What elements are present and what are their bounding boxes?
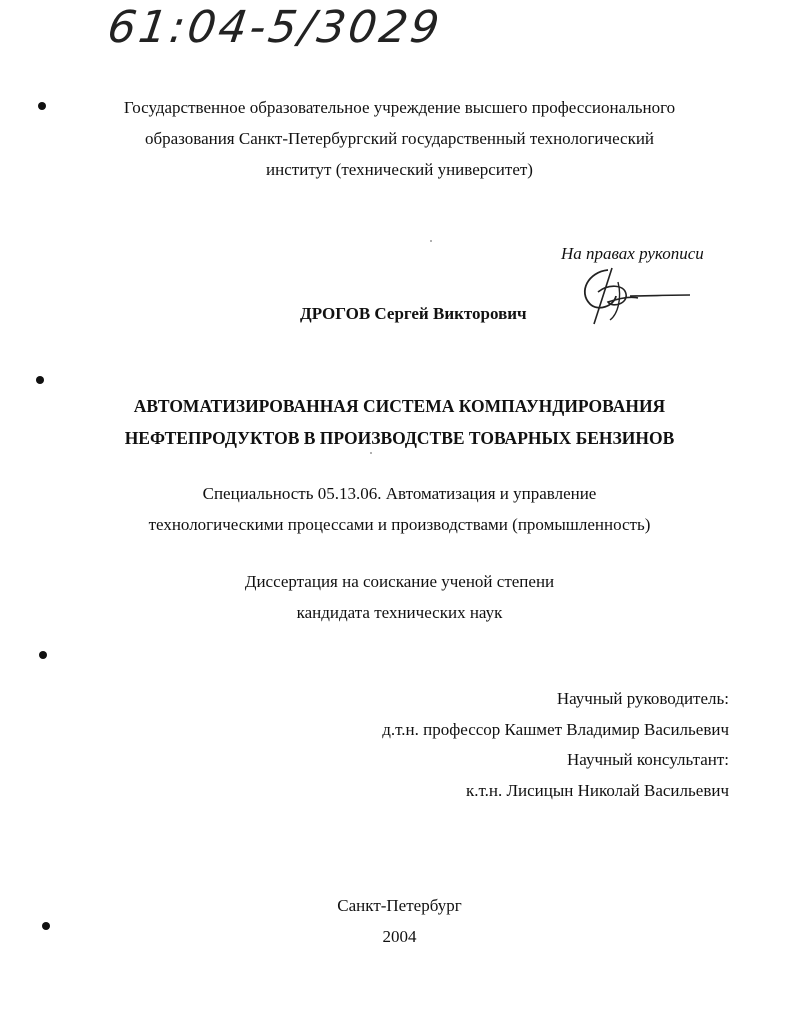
title-line: НЕФТЕПРОДУКТОВ В ПРОИЗВОДСТВЕ ТОВАРНЫХ БЕНЗИНОВ — [124, 428, 675, 448]
scan-speck — [430, 240, 432, 242]
advisors-block — [382, 684, 729, 806]
supervisor-label: Научный руководитель: — [556, 689, 729, 708]
specialty — [0, 478, 799, 540]
institution-header — [0, 92, 799, 185]
institution-line: образования Санкт-Петербургский государственный технологический — [144, 129, 655, 148]
year: 2004 — [382, 927, 417, 946]
signature-mark — [568, 262, 698, 332]
rights-note: На правах рукописи — [561, 244, 704, 263]
degree — [0, 566, 799, 628]
degree-line: Диссертация на соискание ученой степени — [244, 572, 555, 591]
title-line: АВТОМАТИЗИРОВАННАЯ СИСТЕМА КОМПАУНДИРОВАНИЯ — [133, 396, 666, 416]
institution-line: институт (технический университет) — [266, 160, 533, 179]
supervisor-name: д.т.н. профессор Кашмет Владимир Васильевич — [382, 719, 729, 739]
binding-hole-dot — [36, 376, 44, 384]
consultant-label: Научный консультант: — [567, 750, 729, 769]
dissertation-title — [0, 390, 799, 454]
archive-number: 61:04-5/3029 — [104, 2, 446, 53]
specialty-line: Специальность 05.13.06. Автоматизация и управление — [202, 484, 597, 503]
place-and-year — [0, 890, 799, 952]
binding-hole-dot — [39, 651, 47, 659]
degree-line: кандидата технических наук — [296, 603, 503, 622]
consultant-name: к.т.н. Лисицын Николай Васильевич — [465, 780, 729, 800]
specialty-line: технологическими процессами и производствами (промышленность) — [148, 515, 651, 534]
author-name: ДРОГОВ Сергей Викторович — [300, 304, 527, 323]
institution-line: Государственное образовательное учреждение высшего профессионального — [123, 98, 676, 117]
city: Санкт-Петербург — [337, 896, 462, 915]
